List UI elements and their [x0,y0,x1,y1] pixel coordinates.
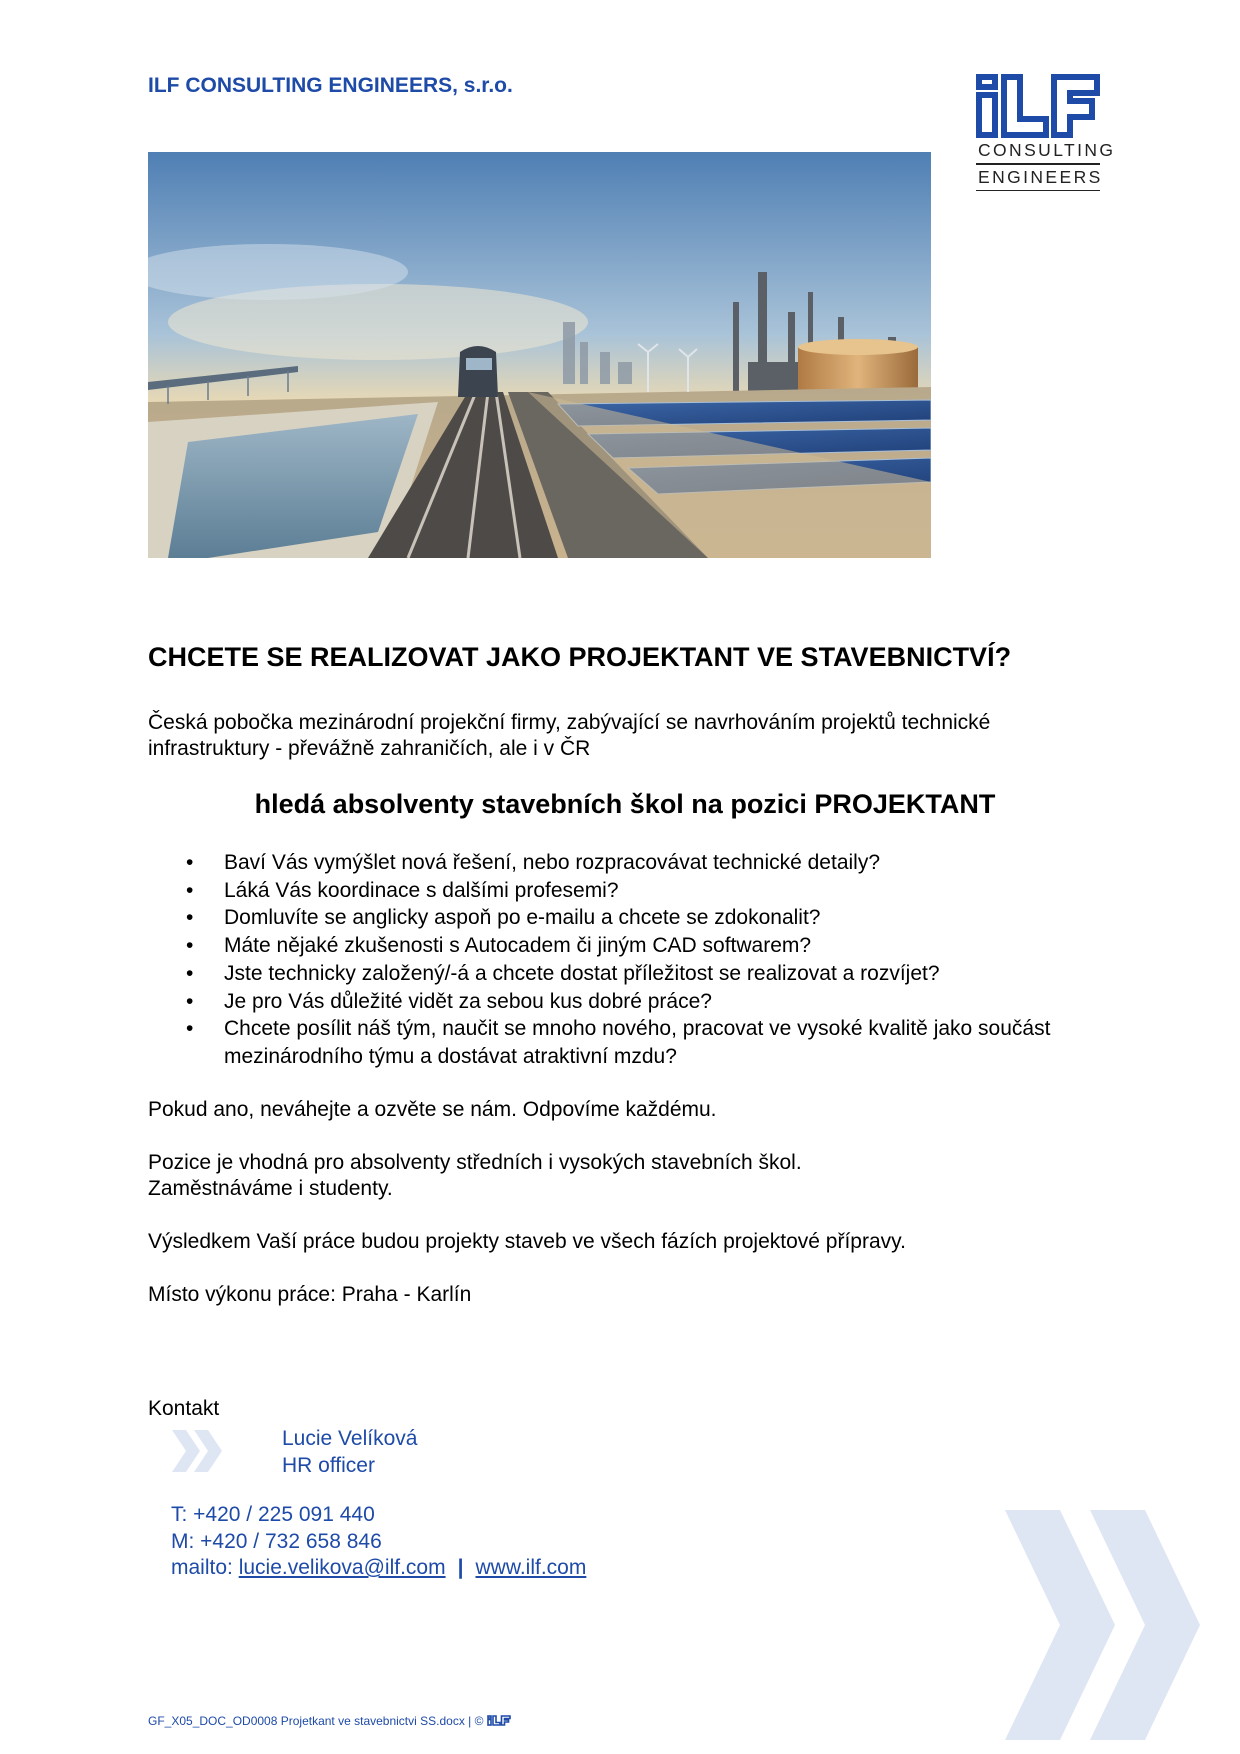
link-separator: | [457,1556,464,1579]
ilf-logo [976,74,1116,191]
contact-role: HR officer [282,1454,375,1477]
contact-name: Lucie Velíková [282,1427,418,1450]
list-item: • Chcete posílit náš tým, naučit se mnoho nového, pracovat ve vysoké kvalitě jako součást mezinárodního týmu a dostávat atraktivní mzdu? [186,1015,1086,1070]
footer-text: GF_X05_DOC_OD0008 Projetkant ve stavebnictvi SS.docx | © [148,1714,484,1728]
document-footer [148,1714,511,1728]
website-link[interactable]: www.ilf.com [475,1556,587,1579]
list-item: • Baví Vás vymýšlet nová řešení, nebo rozpracovávat technické detaily? [186,849,1086,877]
ilf-logo-icon [976,74,1100,138]
contact-label: Kontakt [148,1397,220,1420]
double-chevron-icon [170,1428,226,1474]
list-item: • Je pro Vás důležité vidět za sebou kus dobré práce? [186,988,1086,1016]
large-chevron-icon [1005,1510,1205,1740]
page-headline: CHCETE SE REALIZOVAT JAKO PROJEKTANT VE STAVEBNICTVÍ? [148,642,1012,672]
infrastructure-photo [148,152,931,558]
company-name: ILF CONSULTING ENGINEERS, s.r.o. [148,74,513,97]
email-link[interactable]: lucie.velikova@ilf.com [238,1556,446,1579]
suitable-paragraph [148,1150,1088,1202]
contact-person [282,1425,417,1479]
workplace-paragraph: Místo výkonu práce: Praha - Karlín [148,1283,472,1306]
mailto-label: mailto: [171,1556,233,1579]
students-line: Zaměstnáváme i studenty. [148,1177,393,1200]
position-subheading: hledá absolventy stavebních škol na pozici PROJEKTANT [254,789,996,819]
hero-image [148,152,931,558]
ilf-mini-logo-icon [487,1715,511,1726]
intro-paragraph: Česká pobočka mezinárodní projekční firmy, zabývající se navrhováním projektů technické infrastruktury - převážně zahraničích, ale i v ČR [148,711,991,760]
suitable-line: Pozice je vhodná pro absolventy středních i vysokých stavebních škol. [148,1151,802,1174]
list-item: • Jste technicky založený/-á a chcete dostat příležitost se realizovat a rozvíjet? [186,960,1086,988]
list-item: • Máte nějaké zkušenosti s Autocadem či jiným CAD softwarem? [186,932,1086,960]
reply-paragraph: Pokud ano, neváhejte a ozvěte se nám. Odpovíme každému. [148,1098,717,1121]
list-item: • Láká Vás koordinace s dalšími profesemi? [186,877,1086,905]
result-paragraph: Výsledkem Vaší práce budou projekty staveb ve všech fázích projektové přípravy. [148,1230,906,1253]
mobile-number: M: +420 / 732 658 846 [171,1529,382,1553]
logo-text-consulting: CONSULTING [978,140,1116,160]
phone-number: T: +420 / 225 091 440 [171,1503,375,1526]
logo-text-engineers: ENGINEERS [978,166,1103,187]
question-list [186,849,1086,1071]
list-item: • Domluvíte se anglicky aspoň po e-mailu a chcete se zdokonalit? [186,904,1086,932]
contact-details [171,1502,586,1582]
contact-links [171,1555,586,1582]
logo-divider [976,190,1100,192]
